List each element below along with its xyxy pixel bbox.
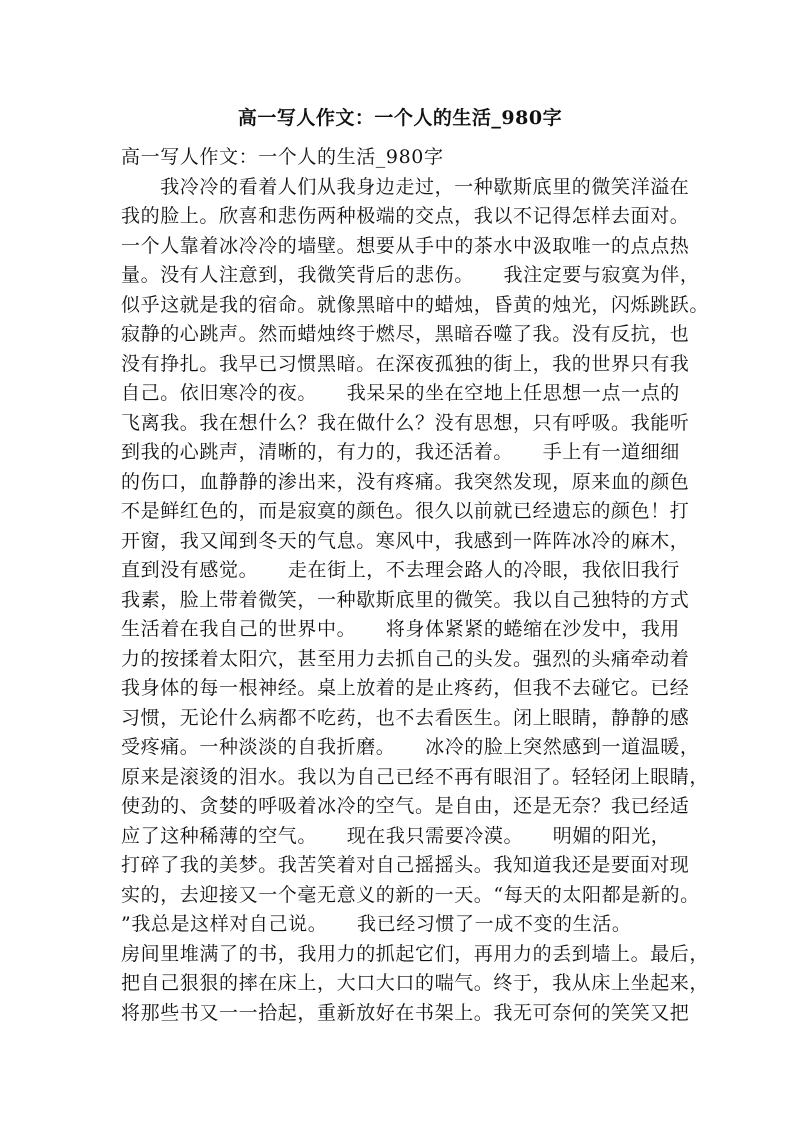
body-line: 不是鲜红色的，而是寂寞的颜色。很久以前就已经遗忘的颜色！打 (121, 500, 690, 522)
body-line: 飞离我。我在想什么？我在做什么？没有思想，只有呼吸。我能听 (121, 411, 690, 434)
body-line: 我身体的每一根神经。桌上放着的是止疼药，但我不去碰它。已经 (121, 677, 690, 699)
body-line: 没有挣扎。我早已习惯黑暗。在深夜孤独的街上，我的世界只有我 (121, 352, 690, 375)
body-line: 一个人靠着冰冷冷的墙壁。想要从手中的茶水中汲取唯一的点点热 (121, 234, 690, 257)
body-line: 应了这种稀薄的空气。 现在我只需要冷漠。 明媚的阳光， (121, 824, 671, 847)
body-line: 到我的心跳声，清晰的，有力的，我还活着。 手上有一道细细 (121, 441, 680, 463)
body-line: 把自己狠狠的摔在床上，大口大口的喘气。终于，我从床上坐起来， (121, 972, 710, 994)
body-line: 原来是滚烫的泪水。我以为自己已经不再有眼泪了。轻轻闭上眼睛， (121, 765, 710, 788)
body-line: 我素，脸上带着微笑，一种歇斯底里的微笑。我以自己独特的方式 (121, 588, 690, 611)
body-line: 直到没有感觉。 走在街上，不去理会路人的冷眼，我依旧我行 (121, 559, 680, 581)
body-line: ”我总是这样对自己说。 我已经习惯了一成不变的生活。 (121, 913, 632, 935)
document-body (121, 143, 710, 1028)
body-line: 房间里堆满了的书，我用力的抓起它们，再用力的丢到墙上。最后， (121, 942, 710, 965)
body-line: 实的，去迎接又一个毫无意义的新的一天。“每天的太阳都是新的。 (121, 883, 700, 906)
body-line: 力的按揉着太阳穴，甚至用力去抓自己的头发。强烈的头痛牵动着 (121, 647, 690, 670)
body-line: 我的脸上。欣喜和悲伤两种极端的交点，我以不记得怎样去面对。 (121, 205, 690, 227)
body-line: 将那些书又一一拾起，重新放好在书架上。我无可奈何的笑笑又把 (121, 1001, 690, 1024)
body-line: 打碎了我的美梦。我苦笑着对自己摇摇头。我知道我还是要面对现 (121, 854, 690, 876)
body-line: 的伤口，血静静的渗出来，没有疼痛。我突然发现，原来血的颜色 (121, 470, 690, 493)
document-title: 高一写人作文：一个人的生活_980字 (237, 107, 563, 129)
body-line: 高一写人作文：一个人的生活_980字 (121, 146, 444, 168)
body-line: 受疼痛。一种淡淡的自我折磨。 冰冷的脸上突然感到一道温暖， (121, 736, 700, 758)
body-line: 自己。依旧寒冷的夜。 我呆呆的坐在空地上任思想一点一点的 (121, 382, 680, 404)
body-line: 寂静的心跳声。然而蜡烛终于燃尽，黑暗吞噬了我。没有反抗，也 (121, 323, 690, 345)
body-line: 开窗，我又闻到冬天的气息。寒风中，我感到一阵阵冰冷的麻木， (121, 529, 690, 552)
body-line: 量。没有人注意到，我微笑背后的悲伤。 我注定要与寂寞为伴， (121, 264, 700, 286)
body-line: 使劲的、贪婪的呼吸着冰冷的空气。是自由，还是无奈？我已经适 (121, 795, 690, 817)
body-line: 我冷冷的看着人们从我身边走过，一种歇斯底里的微笑洋溢在 (121, 175, 690, 198)
body-line: 似乎这就是我的宿命。就像黑暗中的蜡烛，昏黄的烛光，闪烁跳跃。 (121, 293, 710, 316)
body-line: 习惯，无论什么病都不吃药，也不去看医生。闭上眼睛，静静的感 (121, 706, 690, 729)
body-line: 生活着在我自己的世界中。 将身体紧紧的蜷缩在沙发中，我用 (121, 618, 680, 640)
